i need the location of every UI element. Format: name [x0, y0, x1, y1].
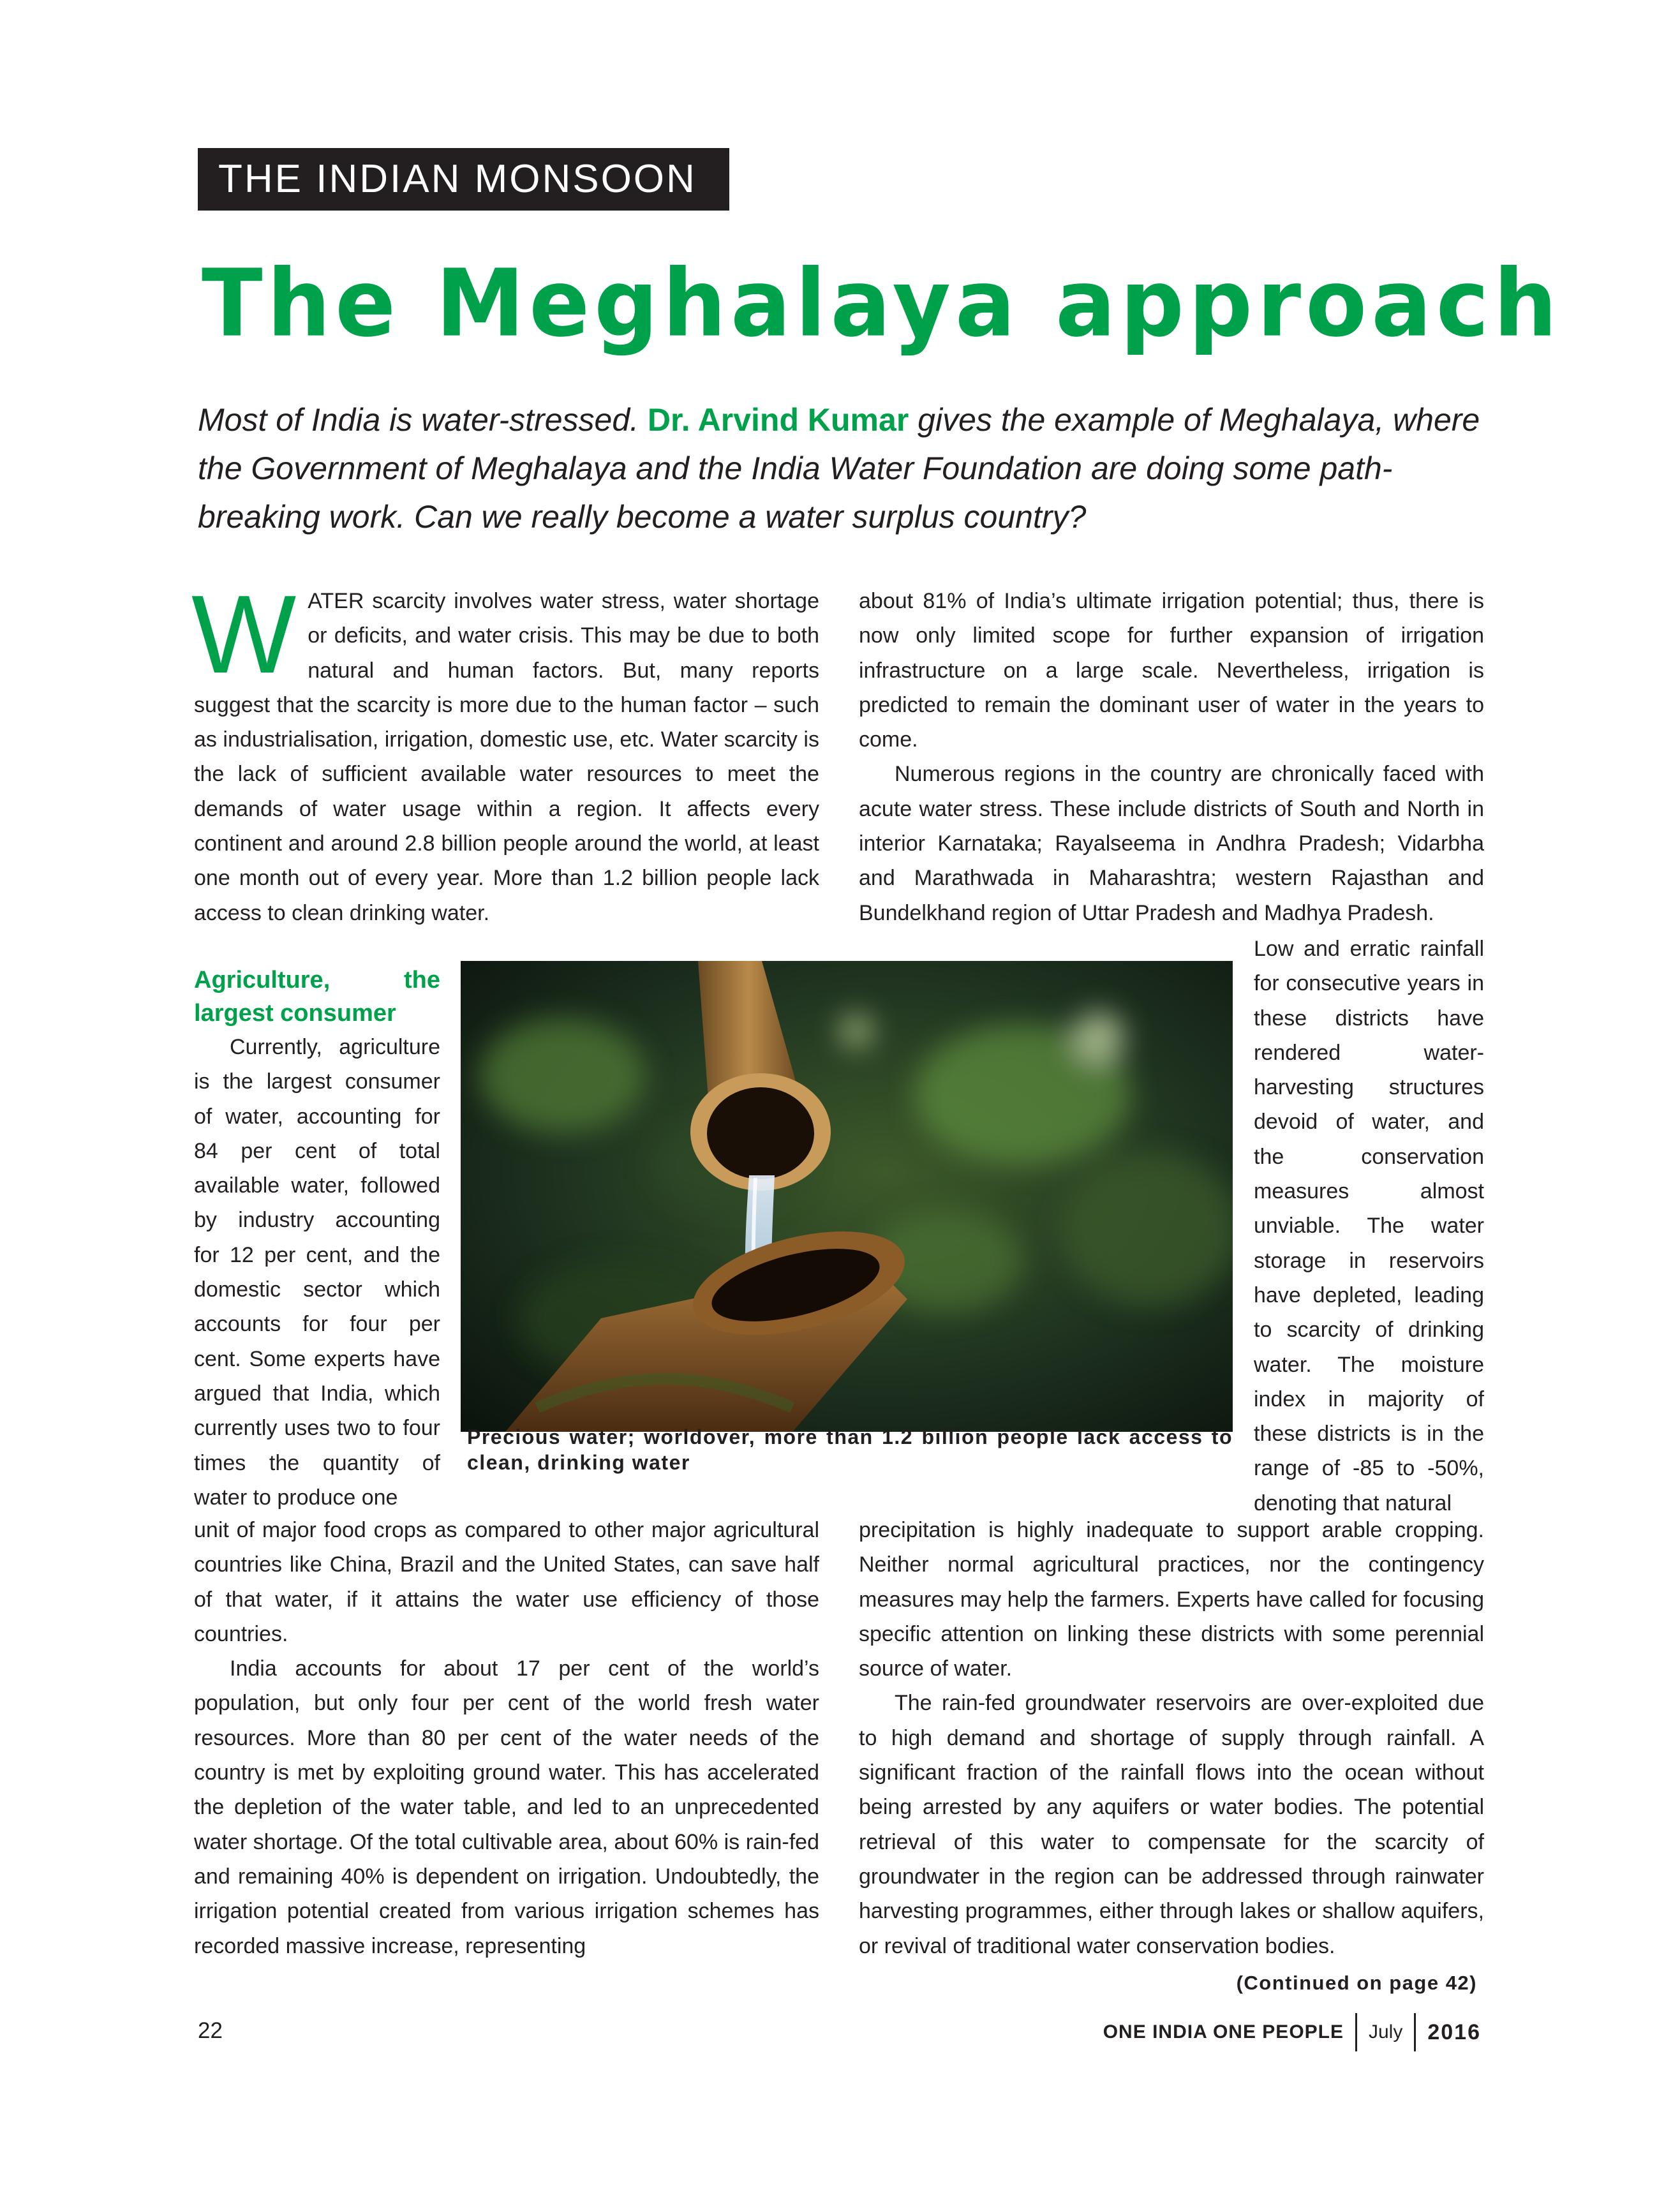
- right-column-bottom: [859, 1513, 1484, 1963]
- drop-cap: W: [191, 572, 297, 696]
- irrigation-paragraph: about 81% of India’s ultimate irrigation potential; thus, there is now only limited scope for further expansion of irrigation infrastructure on a large scale. Nevertheless, irrigation is predicted to remain the dominant user of water in the years to come.: [859, 589, 1484, 752]
- intro-text: ATER scarcity involves water stress, water shortage or deficits, and water crisis. This may be due to both natural and human factors. But, many reports suggest that the scarcity is more due to the human factor – such as industrialisation, irrigation, domestic use, etc. Water scarcity is the lack of sufficient available water resources to meet the demands of water usage within a region. It affects every continent and around 2.8 billion people around the world, at least one month out of every year. More than 1.2 billion people lack access to clean drinking water.: [194, 589, 819, 925]
- left-column-top: [191, 572, 819, 930]
- groundwater-paragraph: The rain-fed groundwater reservoirs are over-exploited due to high demand and shortage of supply through rainfall. A significant fraction of the rainfall flows into the ocean without being arrested by any aquifers or water bodies. The potential retrieval of this water to compensate for the scarcity of groundwater in the region can be addressed through rainwater harvesting programmes, either through lakes or shallow aquifers, or revival of traditional water conservation bodies.: [859, 1691, 1484, 1958]
- standfirst-text-rest: gives the example of Meghalaya, where the Government of Meghalaya and the India Water Foundation are doing some path-breaking work. Can we really become a water surplus country?: [198, 402, 1480, 535]
- photo-caption: Precious water; worldover, more than 1.2 billion people lack access to clean, drinking water: [467, 1425, 1233, 1474]
- section-tag: THE INDIAN MONSOON: [198, 148, 729, 211]
- left-column-bottom: [194, 1513, 819, 1963]
- standfirst-text: Most of India is water-stressed.: [198, 402, 648, 438]
- subhead-agriculture: Agriculture, the largest consumer: [194, 967, 440, 1027]
- regions-paragraph: Numerous regions in the country are chronically faced with acute water stress. These include districts of South and North in interior Karnataka; Rayalseema in Andhra Pradesh; Vidarbha and Marathwada in Maharashtra; western Rajasthan and Bundelkhand region of Uttar Pradesh and Madhya Pradesh.: [859, 762, 1484, 925]
- right-column-narrow: [1254, 932, 1484, 1521]
- left-column-narrow: [194, 963, 440, 1515]
- bamboo-water-photo: [461, 961, 1233, 1432]
- rainfall-paragraph-cont: precipitation is highly inadequate to support arable cropping. Neither normal agricultural practices, nor the contingency measures may help the farmers. Experts have called for focusing specific attention on linking these districts with some perennial source of water.: [859, 1518, 1484, 1681]
- footer: [1103, 2013, 1481, 2051]
- rainfall-paragraph: Low and erratic rainfall for consecutive years in these districts have rendered water-harvesting structures devoid of water, and the conservation measures almost unviable. The water storage in reservoirs have depleted, leading to scarcity of drinking water. The moisture index in majority of these districts is in the range of -85 to -50%, denoting that natural: [1254, 937, 1484, 1515]
- standfirst: [198, 396, 1493, 541]
- agriculture-paragraph-cont: unit of major food crops as compared to other major agricultural countries like China, Brazil and the United States, can save half of that water, if it attains the water use efficiency of those countries.: [194, 1518, 819, 1646]
- footer-divider: [1414, 2013, 1416, 2051]
- india-paragraph: India accounts for about 17 per cent of the world’s population, but only four per cent of the world fresh water resources. More than 80 per cent of the water needs of the country is met by exploiting ground water. This has accelerated the depletion of the water table, and led to an unprecedented water shortage. Of the total cultivable area, about 60% is rain-fed and remaining 40% is dependent on irrigation. Undoubtedly, the irrigation potential created from various irrigation schemes has recorded massive increase, representing: [194, 1656, 819, 1958]
- page-number: 22: [198, 2018, 223, 2043]
- author-name[interactable]: Dr. Arvind Kumar: [647, 402, 909, 438]
- footer-divider: [1355, 2013, 1357, 2051]
- issue-month: July: [1369, 2021, 1403, 2042]
- continued-note[interactable]: (Continued on page 42): [1236, 1972, 1477, 1994]
- issue-year: 2016: [1427, 2019, 1481, 2044]
- bamboo-water-illustration: [461, 961, 1233, 1432]
- publication-name: ONE INDIA ONE PEOPLE: [1103, 2021, 1344, 2042]
- article-title: The Meghalaya approach: [202, 249, 1562, 359]
- agriculture-paragraph: Currently, agriculture is the largest consumer of water, accounting for 84 per cent of total available water, followed by industry accounting for 12 per cent, and the domestic sector which accounts for four per cent. Some experts have argued that India, which currently uses two to four times the quantity of water to produce one: [194, 1035, 440, 1510]
- intro-paragraph: [191, 572, 819, 930]
- right-column-top: [859, 584, 1484, 930]
